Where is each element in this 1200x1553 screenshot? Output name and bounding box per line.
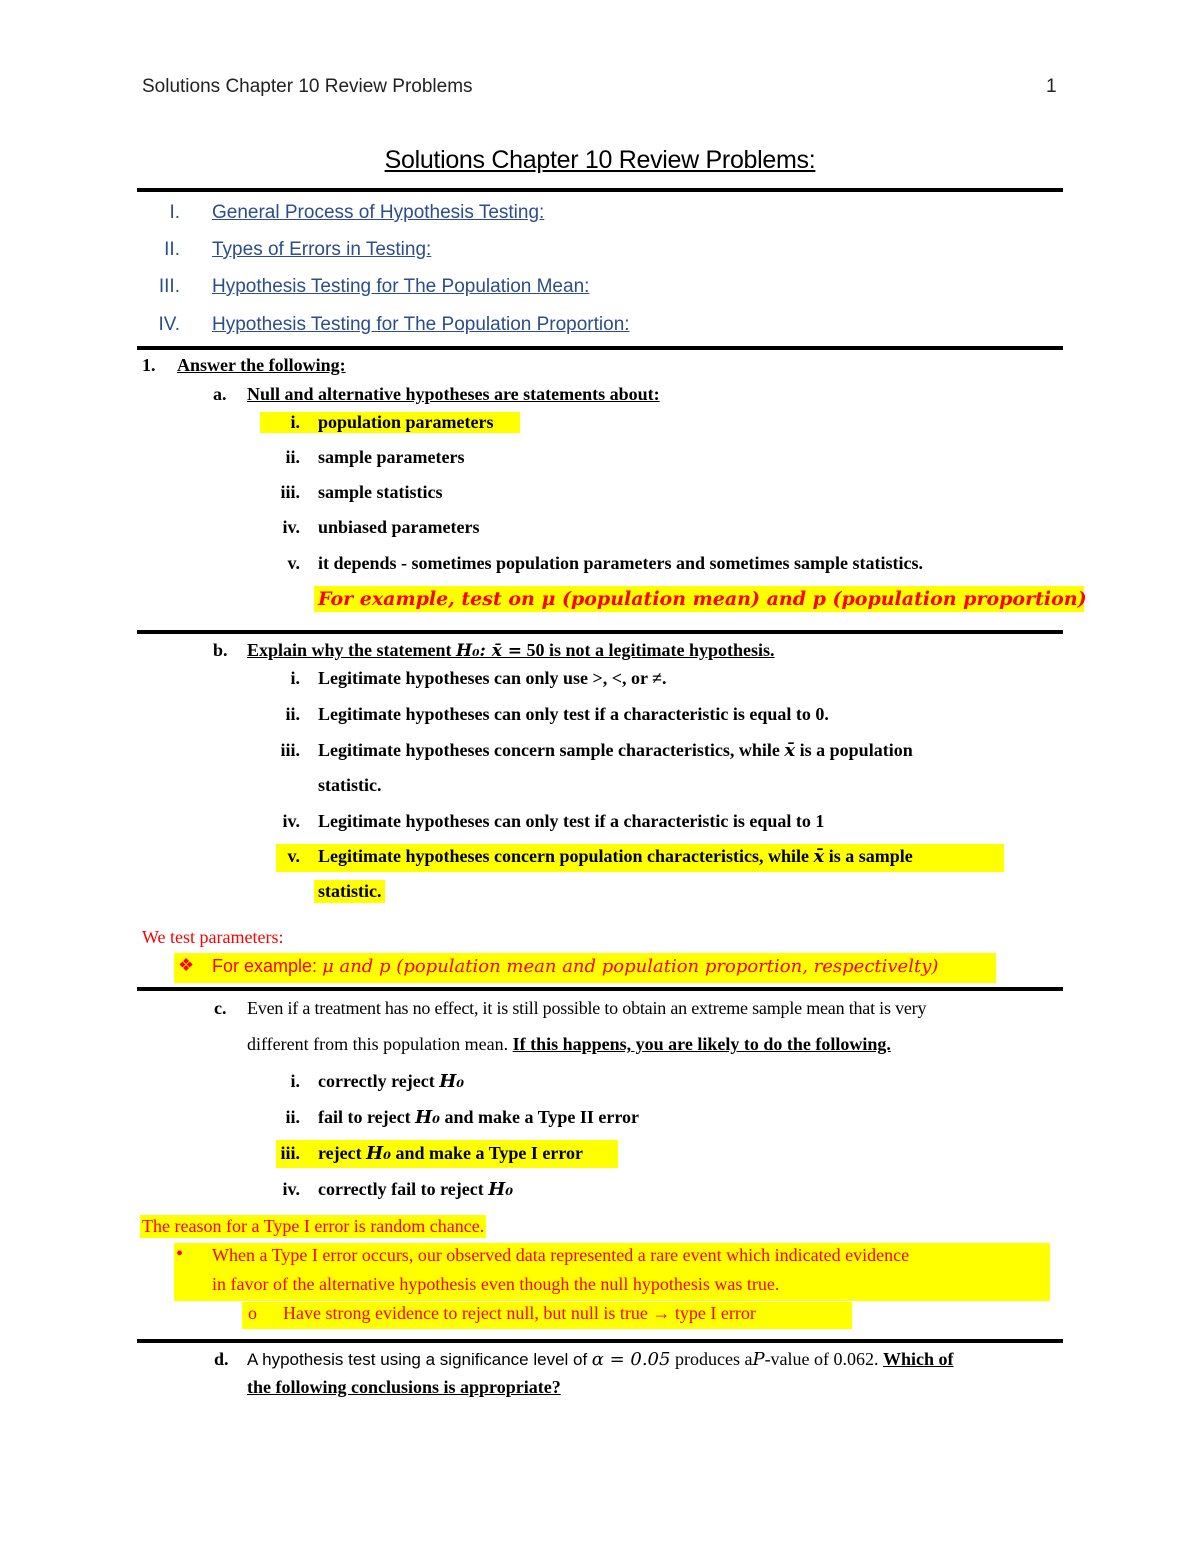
option-text-part: reject [318,1143,362,1163]
part-c-question-line1: Even if a treatment has no effect, it is still possible to obtain an extreme sample mean that is very [247,998,927,1018]
answer-note-bullet-continued: in favor of the alternative hypothesis even though the null hypothesis was true. [212,1274,780,1294]
toc-link-population-mean[interactable]: Hypothesis Testing for The Population Mean: [212,276,590,297]
h0-symbol: H₀ [439,1071,465,1092]
option-text [318,1179,513,1200]
option-text: Legitimate hypotheses can only test if a characteristic is equal to 0. [318,704,829,724]
toc-link-population-proportion[interactable]: Hypothesis Testing for The Population Proportion: [212,314,630,335]
question-label: Answer the following: [177,355,346,375]
option-text [318,1071,464,1092]
part-a-question: Null and alternative hypotheses are statements about: [247,384,660,404]
option-number: iv. [282,1179,300,1199]
option-text-part: correctly reject [318,1071,435,1091]
option-number: v. [287,553,300,573]
part-d-question-line1 [247,1349,954,1370]
h0-symbol: H₀ [366,1143,392,1164]
x-bar-symbol: x̄ [784,740,796,761]
option-number: ii. [285,704,300,724]
option-text-continued: statistic. [314,880,385,903]
question-text: -value of 0.062. [764,1349,879,1369]
note-text: type I error [674,1303,756,1323]
option-text-part: is a population [799,740,913,760]
answer-note-bullet [212,956,938,977]
answer-note-heading: We test parameters: [142,927,284,947]
question-number: 1. [142,355,156,375]
toc-link-general-process[interactable]: General Process of Hypothesis Testing: [212,202,545,223]
option-correct-answer [318,1143,583,1164]
option-text: sample statistics [318,482,443,502]
part-letter: a. [213,384,227,404]
option-text-continued: statistic. [318,775,382,795]
option-text-part: fail to reject [318,1107,411,1127]
answer-note-sub-bullet [283,1303,756,1324]
toc-number: IV. [158,314,180,335]
option-text: unbiased parameters [318,517,480,537]
divider [137,1339,1063,1343]
option-number: iii. [280,740,300,760]
answer-note-bullet: When a Type I error occurs, our observed data represented a rare event which indicated evidence [212,1245,910,1265]
question-text: 50 is not a legitimate hypothesis. [526,640,775,660]
option-text: sample parameters [318,447,465,467]
option-text-part: and make a Type I error [395,1143,584,1163]
option-text: Legitimate hypotheses can only test if a characteristic is equal to 1 [318,811,825,831]
option-correct-answer [318,846,913,867]
option-number: iv. [282,811,300,831]
arrow-right-icon: → [652,1303,671,1323]
option-number: i. [290,668,300,688]
option-text-part: correctly fail to reject [318,1179,484,1199]
part-c-question-line2 [247,1034,891,1055]
note-text: For example: [212,956,318,976]
math-expression: H₀: x̄ = [456,641,523,661]
option-text [318,1107,639,1128]
part-letter: c. [214,998,227,1018]
question-text: If this happens, you are likely to do the following. [512,1034,891,1054]
option-number: iv. [282,517,300,537]
option-correct-answer: population parameters [300,412,520,433]
sub-bullet-marker: o [248,1303,257,1323]
option-text: it depends - sometimes population parameters and sometimes sample statistics. [318,553,923,573]
question-text: Explain why the statement [247,640,452,660]
option-number: ii. [285,447,300,467]
divider [137,346,1063,350]
option-number-correct: i. [260,412,300,433]
option-text: Legitimate hypotheses can only use >, <, or ≠. [318,668,667,688]
page-title: Solutions Chapter 10 Review Problems: [384,146,816,174]
toc-number: II. [164,239,180,260]
answer-note-heading: The reason for a Type I error is random chance. [142,1216,485,1236]
question-text: produces a [674,1349,753,1369]
toc-number: III. [158,276,180,297]
option-number-correct: v. [287,846,300,866]
toc-link-types-of-errors[interactable]: Types of Errors in Testing: [212,239,432,260]
option-number: iii. [280,482,300,502]
part-letter: d. [214,1349,229,1369]
question-text: Which of [883,1349,954,1369]
divider [137,188,1063,192]
option-text-part: Legitimate hypotheses concern sample characteristics, while [318,740,780,760]
h0-symbol: H₀ [415,1107,441,1128]
page-number: 1 [1046,76,1057,97]
option-text-part: Legitimate hypotheses concern population characteristics, while [318,846,809,866]
running-header-title: Solutions Chapter 10 Review Problems [142,76,473,97]
math-expression: μ and p (population mean and population proportion, respectivelty) [322,956,939,977]
answer-note: For example, test on μ (population mean) and p (population proportion) [314,586,1084,612]
note-text: Have strong evidence to reject null, but null is true [283,1303,648,1323]
option-number: ii. [285,1107,300,1127]
question-text: A hypothesis test using a significance level of [247,1350,588,1369]
p-symbol: P [752,1349,765,1370]
diamond-bullet-icon: ❖ [178,955,195,975]
option-text [318,740,913,761]
part-b-question [247,640,775,661]
part-letter: b. [213,640,228,660]
divider [137,987,1063,991]
math-expression: α = 0.05 [591,1349,671,1370]
option-number-correct: iii. [280,1143,300,1163]
option-text-part: is a sample [828,846,913,866]
part-d-question-line2: the following conclusions is appropriate? [247,1377,561,1397]
toc-number: I. [169,202,180,223]
bullet-icon: • [176,1243,184,1265]
option-text-part: and make a Type II error [444,1107,640,1127]
h0-symbol: H₀ [488,1179,514,1200]
divider [137,630,1063,634]
question-text: different from this population mean. [247,1034,509,1054]
x-bar-symbol: x̄ [813,846,825,867]
option-number: i. [290,1071,300,1091]
